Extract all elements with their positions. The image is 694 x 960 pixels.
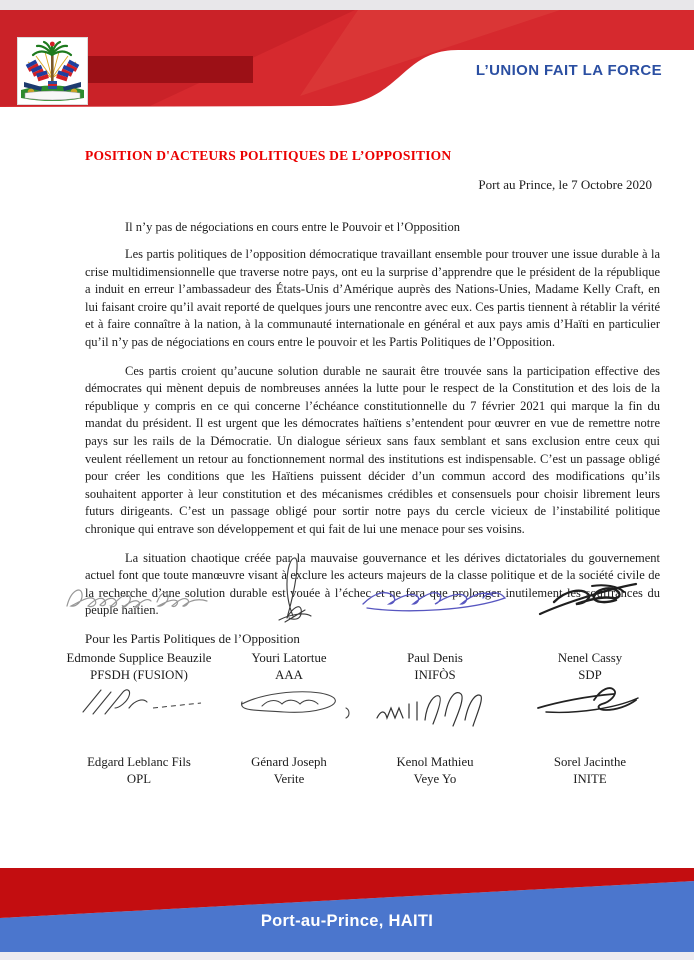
dateline: Port au Prince, le 7 Octobre 2020 (478, 177, 652, 192)
signatory-party: INIFÒS (414, 668, 456, 682)
signatory-party: Verite (273, 772, 305, 786)
signatory-sorel-jacinthe (510, 716, 670, 788)
paragraph-3: La situation chaotique créée par la mauvaise gouvernance et les dérives dictatoriales du gouvernement actuel font que toute manœuvre visant à exclure les acteurs majeurs de la classe politique et de la société civile de la recherche d’une solution durable est vouée à l’échec et ne fera que prolonger inutilement les souffrances du peuple haïtien. (85, 550, 660, 618)
signoff-line: Pour les Partis Politiques de l’Opposition (85, 630, 300, 646)
signature-scribble-icon (369, 682, 501, 728)
signatory-party: OPL (126, 772, 152, 786)
haiti-coat-of-arms-icon (17, 37, 88, 105)
redaction-block (88, 56, 253, 83)
signatory-name: Kenol Mathieu (396, 755, 474, 769)
signatory-name: Paul Denis (407, 651, 463, 665)
intro-line: Il n’y pas de négociations en cours entre le Pouvoir et l’Opposition (125, 220, 460, 234)
letter-body (85, 148, 660, 647)
signature-scribble-icon (218, 682, 360, 722)
signatory-party: AAA (275, 668, 303, 682)
signature-row-1 (60, 612, 670, 684)
signatory-kenol-mathieu (360, 716, 510, 788)
footer-location: Port-au-Prince, HAITI (260, 912, 434, 930)
signatory-party: INITE (573, 772, 607, 786)
signatory-party: SDP (578, 668, 602, 682)
signature-row-2 (60, 716, 670, 788)
signatory-name: Génard Joseph (251, 755, 327, 769)
header-motto: L’UNION FAIT LA FORCE (475, 62, 662, 79)
signatory-name: Youri Latortue (251, 651, 327, 665)
document-title: POSITION D'ACTEURS POLITIQUES DE L’OPPOSITION (85, 148, 452, 163)
signatory-youri-latortue (218, 612, 360, 684)
signatory-paul-denis (360, 612, 510, 684)
signatory-edmonde-beauzile (60, 612, 218, 684)
signature-scribble-icon (71, 682, 207, 722)
paragraph-1: Les partis politiques de l’opposition démocratique travaillant ensemble pour trouver une issue durable à la crise multidimensionnelle que traverse notre pays, ont eu la surprise d’apprendre que le président de la république a induit en erreur l’ambassadeur des États-Unis d’Amérique auprès des Nations-Unies, Madame Kelly Craft, en lui faisant croire qu’il avait reporté de quelques jours une rencontre avec eux. Ces partis tiennent à rétablir la vérité et à faire connaître à la nation, à la communauté internationale en général et aux pays amis d’Haïti en particulier qu’il n’y pas de négociations en cours entre le pouvoir et les Partis Politiques de l’Opposition. (85, 247, 660, 349)
signatory-nenel-cassy (510, 612, 670, 684)
signatory-name: Sorel Jacinthe (553, 755, 627, 769)
signatory-genard-joseph (218, 716, 360, 788)
signatory-party: PFSDH (FUSION) (90, 668, 188, 682)
signature-scribble-icon (528, 682, 652, 724)
signatory-name: Edmonde Supplice Beauzile (66, 651, 212, 665)
paragraph-2: Ces partis croient qu’aucune solution durable ne saurait être trouvée sans la participation effective des démocrates qui mènent depuis de nombreuses années la lutte pour le respect de la Constitution et des lois de la république y compris en ce qui concerne l’échéance constitutionnelle du 7 février 2021 qui marque la fin du mandat du président. Il est urgent que les démocrates haïtiens s’entendent pour œuvrer en vue de remettre notre pays sur les rails de la Démocratie. Un dialogue sérieux sans faux semblant et sans exclusion entre ceux qui veulent réellement un retour au fonctionnement normal des institutions est indispensable. C’est un passage obligé pour créer les conditions que les Haïtiens puissent décider d’un commun accord des modifications qu’ils souhaitent apporter à leur constitution et des mécanismes crédibles et consensuels pour choisir librement leurs futurs dirigeants. C’est un passage obligé pour sortir notre pays du cercle vicieux de l’instabilité politique chronique qui entrave son développement et qui fait de lui une menace pour ses voisins. (85, 363, 660, 536)
signatory-party: Veye Yo (413, 772, 457, 786)
signatory-name: Nenel Cassy (557, 651, 623, 665)
signatory-name: Edgard Leblanc Fils (87, 755, 191, 769)
signatory-edgard-leblanc (60, 716, 218, 788)
